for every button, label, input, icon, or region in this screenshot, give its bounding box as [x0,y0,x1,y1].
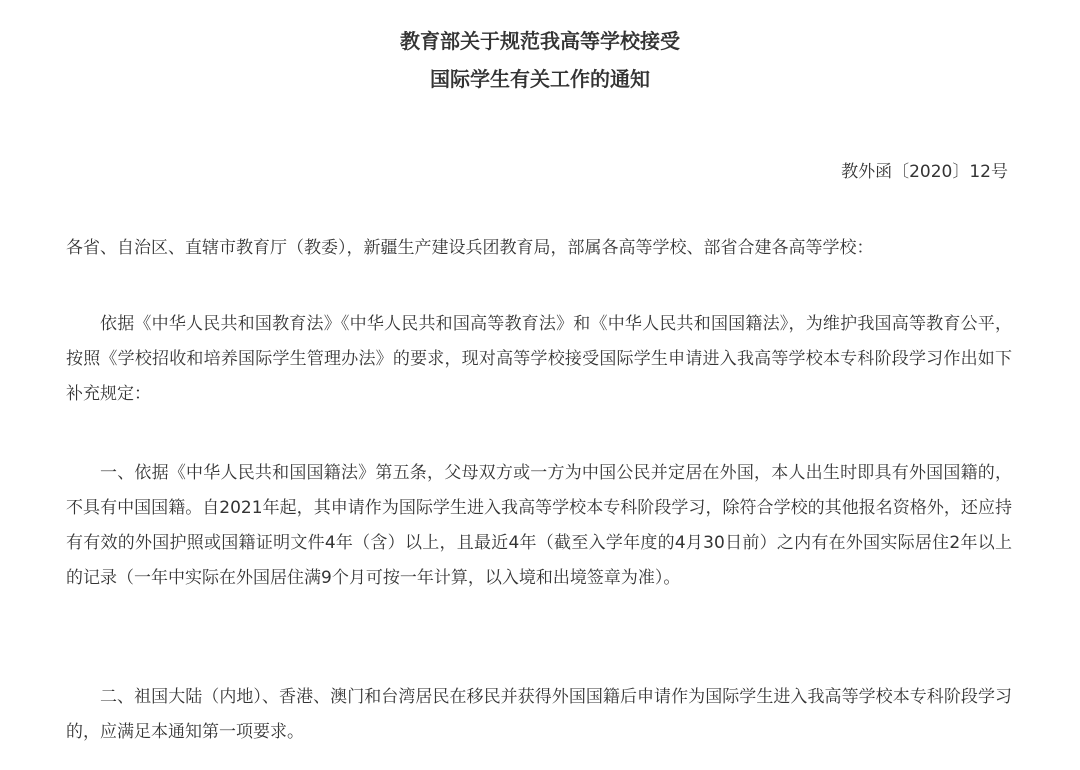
addressee: 各省、自治区、直辖市教育厅（教委），新疆生产建设兵团教育局，部属各高等学校、部省合建各高等学校： [66,238,874,258]
paragraph-item-2: 二、祖国大陆（内地）、香港、澳门和台湾居民在移民并获得外国国籍后申请作为国际学生进入我高等学校本专科阶段学习的，应满足本通知第一项要求。 [66,687,1012,742]
title-line-2: 国际学生有关工作的通知 [430,67,650,91]
notice-title [0,22,1080,98]
title-line-1: 教育部关于规范我高等学校接受 [400,29,680,53]
paragraph-item-1: 一、依据《中华人民共和国国籍法》第五条，父母双方或一方为中国公民并定居在外国，本人出生时即具有外国国籍的，不具有中国国籍。自2021年起，其申请作为国际学生进入我高等学校本专科阶段学习，除符合学校的其他报名资格外，还应持有有效的外国护照或国籍证明文件4年（含）以上，且最近4年（截至入学年度的4月30日前）之内有在外国实际居住2年以上的记录（一年中实际在外国居住满9个月可按一年计算，以入境和出境签章为准）。 [66,463,1012,588]
document-number: 教外函〔2020〕12号 [841,162,1008,182]
paragraph-preamble: 依据《中华人民共和国教育法》《中华人民共和国高等教育法》和《中华人民共和国国籍法》，为维护我国高等教育公平，按照《学校招收和培养国际学生管理办法》的要求，现对高等学校接受国际学生申请进入我高等学校本专科阶段学习作出如下补充规定： [66,314,1012,404]
